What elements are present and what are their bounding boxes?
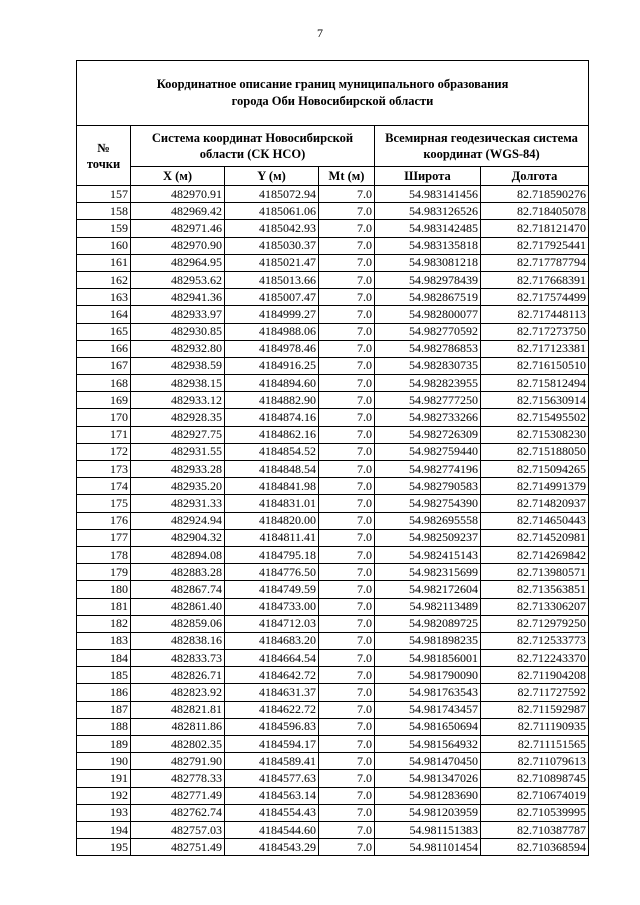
- mt-cell: 7.0: [319, 220, 375, 237]
- x-cell: 482971.46: [131, 220, 225, 237]
- point-number-cell: 193: [77, 804, 131, 821]
- point-number-cell: 157: [77, 186, 131, 203]
- x-cell: 482970.91: [131, 186, 225, 203]
- point-number-cell: 159: [77, 220, 131, 237]
- latitude-cell: 54.981856001: [375, 650, 481, 667]
- longitude-cell: 82.715812494: [481, 375, 589, 392]
- table-row: [77, 495, 589, 512]
- point-number-cell: 187: [77, 701, 131, 718]
- nso-system-header-line-1: Система координат Новосибирской: [151, 131, 354, 145]
- longitude-cell: 82.717273750: [481, 323, 589, 340]
- point-number-header-line-1: №: [97, 140, 110, 155]
- mt-cell: 7.0: [319, 203, 375, 220]
- table-body: [77, 186, 589, 856]
- x-cell: 482924.94: [131, 512, 225, 529]
- point-number-cell: 176: [77, 512, 131, 529]
- latitude-cell: 54.982415143: [375, 546, 481, 563]
- mt-cell: 7.0: [319, 237, 375, 254]
- longitude-cell: 82.715094265: [481, 461, 589, 478]
- y-cell: 4184820.00: [225, 512, 319, 529]
- point-number-cell: 168: [77, 375, 131, 392]
- x-cell: 482964.95: [131, 254, 225, 271]
- mt-cell: 7.0: [319, 650, 375, 667]
- longitude-cell: 82.711727592: [481, 684, 589, 701]
- column-header-longitude: Долгота: [481, 167, 589, 186]
- mt-cell: 7.0: [319, 564, 375, 581]
- mt-cell: 7.0: [319, 770, 375, 787]
- point-number-cell: 190: [77, 753, 131, 770]
- mt-cell: 7.0: [319, 306, 375, 323]
- mt-cell: 7.0: [319, 839, 375, 856]
- x-cell: 482930.85: [131, 323, 225, 340]
- y-cell: 4184988.06: [225, 323, 319, 340]
- x-cell: 482935.20: [131, 478, 225, 495]
- mt-cell: 7.0: [319, 409, 375, 426]
- mt-cell: 7.0: [319, 546, 375, 563]
- y-cell: 4184848.54: [225, 461, 319, 478]
- y-cell: 4184589.41: [225, 753, 319, 770]
- latitude-cell: 54.981347026: [375, 770, 481, 787]
- mt-cell: 7.0: [319, 804, 375, 821]
- y-cell: 4184882.90: [225, 392, 319, 409]
- table-row: [77, 736, 589, 753]
- table-row: [77, 753, 589, 770]
- mt-cell: 7.0: [319, 615, 375, 632]
- longitude-cell: 82.717574499: [481, 289, 589, 306]
- y-cell: 4184916.25: [225, 357, 319, 374]
- y-cell: 4184544.60: [225, 821, 319, 838]
- mt-cell: 7.0: [319, 701, 375, 718]
- table-row: [77, 804, 589, 821]
- x-cell: 482931.33: [131, 495, 225, 512]
- y-cell: 4184854.52: [225, 443, 319, 460]
- y-cell: 4184563.14: [225, 787, 319, 804]
- table-row: [77, 392, 589, 409]
- latitude-cell: 54.982777250: [375, 392, 481, 409]
- y-cell: 4184642.72: [225, 667, 319, 684]
- longitude-cell: 82.717668391: [481, 271, 589, 288]
- longitude-cell: 82.713980571: [481, 564, 589, 581]
- latitude-cell: 54.983081218: [375, 254, 481, 271]
- longitude-cell: 82.715495502: [481, 409, 589, 426]
- longitude-cell: 82.711079613: [481, 753, 589, 770]
- table-row: [77, 770, 589, 787]
- x-cell: 482778.33: [131, 770, 225, 787]
- table-row: [77, 564, 589, 581]
- coordinates-table: [76, 60, 589, 856]
- longitude-cell: 82.717787794: [481, 254, 589, 271]
- point-number-cell: 164: [77, 306, 131, 323]
- y-cell: 4184543.29: [225, 839, 319, 856]
- table-row: [77, 443, 589, 460]
- point-number-cell: 192: [77, 787, 131, 804]
- x-cell: 482791.90: [131, 753, 225, 770]
- column-header-row: [77, 167, 589, 186]
- x-cell: 482771.49: [131, 787, 225, 804]
- mt-cell: 7.0: [319, 529, 375, 546]
- longitude-cell: 82.710539995: [481, 804, 589, 821]
- x-cell: 482938.15: [131, 375, 225, 392]
- x-cell: 482932.80: [131, 340, 225, 357]
- point-number-cell: 172: [77, 443, 131, 460]
- x-cell: 482928.35: [131, 409, 225, 426]
- point-number-cell: 160: [77, 237, 131, 254]
- longitude-cell: 82.717925441: [481, 237, 589, 254]
- x-cell: 482933.12: [131, 392, 225, 409]
- page-number: 7: [317, 26, 323, 40]
- table-row: [77, 357, 589, 374]
- wgs-system-header-line-1: Всемирная геодезическая система: [385, 131, 578, 145]
- latitude-cell: 54.982867519: [375, 289, 481, 306]
- longitude-cell: 82.717123381: [481, 340, 589, 357]
- latitude-cell: 54.982754390: [375, 495, 481, 512]
- longitude-cell: 82.713563851: [481, 581, 589, 598]
- point-number-cell: 162: [77, 271, 131, 288]
- point-number-cell: 167: [77, 357, 131, 374]
- table-row: [77, 787, 589, 804]
- longitude-cell: 82.711904208: [481, 667, 589, 684]
- point-number-cell: 178: [77, 546, 131, 563]
- table-row: [77, 529, 589, 546]
- mt-cell: 7.0: [319, 254, 375, 271]
- mt-cell: 7.0: [319, 461, 375, 478]
- x-cell: 482838.16: [131, 632, 225, 649]
- table-row: [77, 426, 589, 443]
- point-number-header: [77, 126, 131, 186]
- x-cell: 482859.06: [131, 615, 225, 632]
- y-cell: 4184577.63: [225, 770, 319, 787]
- table-row: [77, 289, 589, 306]
- longitude-cell: 82.714820937: [481, 495, 589, 512]
- y-cell: 4184712.03: [225, 615, 319, 632]
- y-cell: 4184596.83: [225, 718, 319, 735]
- latitude-cell: 54.982759440: [375, 443, 481, 460]
- point-number-cell: 183: [77, 632, 131, 649]
- point-number-cell: 174: [77, 478, 131, 495]
- mt-cell: 7.0: [319, 392, 375, 409]
- table-row: [77, 306, 589, 323]
- y-cell: 4184594.17: [225, 736, 319, 753]
- longitude-cell: 82.711190935: [481, 718, 589, 735]
- longitude-cell: 82.714991379: [481, 478, 589, 495]
- latitude-cell: 54.982800077: [375, 306, 481, 323]
- y-cell: 4184733.00: [225, 598, 319, 615]
- point-number-cell: 181: [77, 598, 131, 615]
- table-row: [77, 821, 589, 838]
- latitude-cell: 54.982733266: [375, 409, 481, 426]
- point-number-cell: 182: [77, 615, 131, 632]
- y-cell: 4184795.18: [225, 546, 319, 563]
- x-cell: 482762.74: [131, 804, 225, 821]
- x-cell: 482927.75: [131, 426, 225, 443]
- latitude-cell: 54.982726309: [375, 426, 481, 443]
- point-number-cell: 161: [77, 254, 131, 271]
- longitude-cell: 82.711592987: [481, 701, 589, 718]
- y-cell: 4184749.59: [225, 581, 319, 598]
- longitude-cell: 82.718590276: [481, 186, 589, 203]
- mt-cell: 7.0: [319, 495, 375, 512]
- column-header-mt: Mt (м): [319, 167, 375, 186]
- point-number-cell: 166: [77, 340, 131, 357]
- point-number-cell: 191: [77, 770, 131, 787]
- table-row: [77, 409, 589, 426]
- latitude-cell: 54.982770592: [375, 323, 481, 340]
- table-row: [77, 340, 589, 357]
- y-cell: 4184622.72: [225, 701, 319, 718]
- point-number-header-line-2: точки: [86, 156, 121, 171]
- mt-cell: 7.0: [319, 753, 375, 770]
- nso-system-header-line-2: области (СК НСО): [199, 147, 306, 161]
- latitude-cell: 54.981470450: [375, 753, 481, 770]
- x-cell: 482826.71: [131, 667, 225, 684]
- table-title-line-2: города Оби Новосибирской области: [231, 94, 434, 108]
- table-row: [77, 598, 589, 615]
- longitude-cell: 82.716150510: [481, 357, 589, 374]
- longitude-cell: 82.713306207: [481, 598, 589, 615]
- y-cell: 4185042.93: [225, 220, 319, 237]
- y-cell: 4185061.06: [225, 203, 319, 220]
- point-number-cell: 188: [77, 718, 131, 735]
- x-cell: 482883.28: [131, 564, 225, 581]
- mt-cell: 7.0: [319, 323, 375, 340]
- y-cell: 4184978.46: [225, 340, 319, 357]
- latitude-cell: 54.981283690: [375, 787, 481, 804]
- y-cell: 4184894.60: [225, 375, 319, 392]
- mt-cell: 7.0: [319, 736, 375, 753]
- latitude-cell: 54.981564932: [375, 736, 481, 753]
- mt-cell: 7.0: [319, 478, 375, 495]
- latitude-cell: 54.981203959: [375, 804, 481, 821]
- x-cell: 482811.86: [131, 718, 225, 735]
- wgs-system-header: [375, 126, 589, 167]
- x-cell: 482969.42: [131, 203, 225, 220]
- longitude-cell: 82.711151565: [481, 736, 589, 753]
- latitude-cell: 54.983135818: [375, 237, 481, 254]
- y-cell: 4184841.98: [225, 478, 319, 495]
- y-cell: 4184554.43: [225, 804, 319, 821]
- mt-cell: 7.0: [319, 787, 375, 804]
- latitude-cell: 54.981763543: [375, 684, 481, 701]
- point-number-cell: 169: [77, 392, 131, 409]
- x-cell: 482933.28: [131, 461, 225, 478]
- latitude-cell: 54.981790090: [375, 667, 481, 684]
- x-cell: 482933.97: [131, 306, 225, 323]
- point-number-cell: 185: [77, 667, 131, 684]
- longitude-cell: 82.717448113: [481, 306, 589, 323]
- x-cell: 482894.08: [131, 546, 225, 563]
- longitude-cell: 82.712243370: [481, 650, 589, 667]
- mt-cell: 7.0: [319, 443, 375, 460]
- longitude-cell: 82.714650443: [481, 512, 589, 529]
- latitude-cell: 54.981650694: [375, 718, 481, 735]
- x-cell: 482802.35: [131, 736, 225, 753]
- column-header-x: X (м): [131, 167, 225, 186]
- point-number-cell: 170: [77, 409, 131, 426]
- table-row: [77, 478, 589, 495]
- point-number-cell: 184: [77, 650, 131, 667]
- table-title: [77, 61, 589, 126]
- mt-cell: 7.0: [319, 512, 375, 529]
- latitude-cell: 54.982113489: [375, 598, 481, 615]
- latitude-cell: 54.981151383: [375, 821, 481, 838]
- longitude-cell: 82.715630914: [481, 392, 589, 409]
- point-number-cell: 189: [77, 736, 131, 753]
- point-number-cell: 179: [77, 564, 131, 581]
- y-cell: 4185007.47: [225, 289, 319, 306]
- x-cell: 482941.36: [131, 289, 225, 306]
- longitude-cell: 82.715188050: [481, 443, 589, 460]
- x-cell: 482757.03: [131, 821, 225, 838]
- table-row: [77, 461, 589, 478]
- y-cell: 4184862.16: [225, 426, 319, 443]
- wgs-system-header-line-2: координат (WGS-84): [423, 147, 540, 161]
- longitude-cell: 82.718405078: [481, 203, 589, 220]
- latitude-cell: 54.981101454: [375, 839, 481, 856]
- longitude-cell: 82.710368594: [481, 839, 589, 856]
- latitude-cell: 54.983126526: [375, 203, 481, 220]
- x-cell: 482821.81: [131, 701, 225, 718]
- table-row: [77, 254, 589, 271]
- longitude-cell: 82.712979250: [481, 615, 589, 632]
- column-header-latitude: Широта: [375, 167, 481, 186]
- mt-cell: 7.0: [319, 684, 375, 701]
- y-cell: 4184831.01: [225, 495, 319, 512]
- table-row: [77, 271, 589, 288]
- table-title-line-1: Координатное описание границ муниципального образования: [156, 77, 509, 91]
- table-row: [77, 667, 589, 684]
- mt-cell: 7.0: [319, 357, 375, 374]
- y-cell: 4184664.54: [225, 650, 319, 667]
- mt-cell: 7.0: [319, 821, 375, 838]
- table-row: [77, 546, 589, 563]
- y-cell: 4184631.37: [225, 684, 319, 701]
- mt-cell: 7.0: [319, 667, 375, 684]
- table-row: [77, 203, 589, 220]
- table-row: [77, 186, 589, 203]
- column-header-y: Y (м): [225, 167, 319, 186]
- y-cell: 4184683.20: [225, 632, 319, 649]
- point-number-cell: 165: [77, 323, 131, 340]
- point-number-cell: 175: [77, 495, 131, 512]
- latitude-cell: 54.982823955: [375, 375, 481, 392]
- table-title-row: [77, 61, 589, 126]
- latitude-cell: 54.982830735: [375, 357, 481, 374]
- point-number-cell: 194: [77, 821, 131, 838]
- latitude-cell: 54.982089725: [375, 615, 481, 632]
- latitude-cell: 54.982786853: [375, 340, 481, 357]
- latitude-cell: 54.983142485: [375, 220, 481, 237]
- table-row: [77, 615, 589, 632]
- table-row: [77, 237, 589, 254]
- mt-cell: 7.0: [319, 598, 375, 615]
- longitude-cell: 82.718121470: [481, 220, 589, 237]
- x-cell: 482904.32: [131, 529, 225, 546]
- point-number-cell: 173: [77, 461, 131, 478]
- longitude-cell: 82.710898745: [481, 770, 589, 787]
- table-row: [77, 581, 589, 598]
- x-cell: 482938.59: [131, 357, 225, 374]
- longitude-cell: 82.714520981: [481, 529, 589, 546]
- mt-cell: 7.0: [319, 426, 375, 443]
- mt-cell: 7.0: [319, 271, 375, 288]
- latitude-cell: 54.983141456: [375, 186, 481, 203]
- x-cell: 482861.40: [131, 598, 225, 615]
- longitude-cell: 82.715308230: [481, 426, 589, 443]
- y-cell: 4184874.16: [225, 409, 319, 426]
- x-cell: 482931.55: [131, 443, 225, 460]
- latitude-cell: 54.981898235: [375, 632, 481, 649]
- y-cell: 4184811.41: [225, 529, 319, 546]
- latitude-cell: 54.982774196: [375, 461, 481, 478]
- y-cell: 4184999.27: [225, 306, 319, 323]
- table-row: [77, 684, 589, 701]
- table-row: [77, 718, 589, 735]
- point-number-cell: 163: [77, 289, 131, 306]
- longitude-cell: 82.710387787: [481, 821, 589, 838]
- mt-cell: 7.0: [319, 186, 375, 203]
- mt-cell: 7.0: [319, 581, 375, 598]
- point-number-cell: 171: [77, 426, 131, 443]
- y-cell: 4185030.37: [225, 237, 319, 254]
- table-row: [77, 512, 589, 529]
- point-number-cell: 180: [77, 581, 131, 598]
- longitude-cell: 82.710674019: [481, 787, 589, 804]
- longitude-cell: 82.712533773: [481, 632, 589, 649]
- x-cell: 482833.73: [131, 650, 225, 667]
- nso-system-header: [131, 126, 375, 167]
- mt-cell: 7.0: [319, 289, 375, 306]
- table-row: [77, 375, 589, 392]
- latitude-cell: 54.982172604: [375, 581, 481, 598]
- latitude-cell: 54.982790583: [375, 478, 481, 495]
- latitude-cell: 54.982695558: [375, 512, 481, 529]
- longitude-cell: 82.714269842: [481, 546, 589, 563]
- mt-cell: 7.0: [319, 375, 375, 392]
- mt-cell: 7.0: [319, 632, 375, 649]
- table-row: [77, 323, 589, 340]
- x-cell: 482953.62: [131, 271, 225, 288]
- latitude-cell: 54.982315699: [375, 564, 481, 581]
- point-number-cell: 177: [77, 529, 131, 546]
- point-number-cell: 186: [77, 684, 131, 701]
- mt-cell: 7.0: [319, 340, 375, 357]
- table-row: [77, 701, 589, 718]
- mt-cell: 7.0: [319, 718, 375, 735]
- latitude-cell: 54.982509237: [375, 529, 481, 546]
- y-cell: 4184776.50: [225, 564, 319, 581]
- x-cell: 482970.90: [131, 237, 225, 254]
- y-cell: 4185072.94: [225, 186, 319, 203]
- latitude-cell: 54.981743457: [375, 701, 481, 718]
- table-row: [77, 632, 589, 649]
- x-cell: 482823.92: [131, 684, 225, 701]
- point-number-cell: 195: [77, 839, 131, 856]
- latitude-cell: 54.982978439: [375, 271, 481, 288]
- group-header-row: [77, 126, 589, 167]
- x-cell: 482751.49: [131, 839, 225, 856]
- point-number-cell: 158: [77, 203, 131, 220]
- y-cell: 4185013.66: [225, 271, 319, 288]
- table-row: [77, 839, 589, 856]
- x-cell: 482867.74: [131, 581, 225, 598]
- table-row: [77, 650, 589, 667]
- y-cell: 4185021.47: [225, 254, 319, 271]
- table-row: [77, 220, 589, 237]
